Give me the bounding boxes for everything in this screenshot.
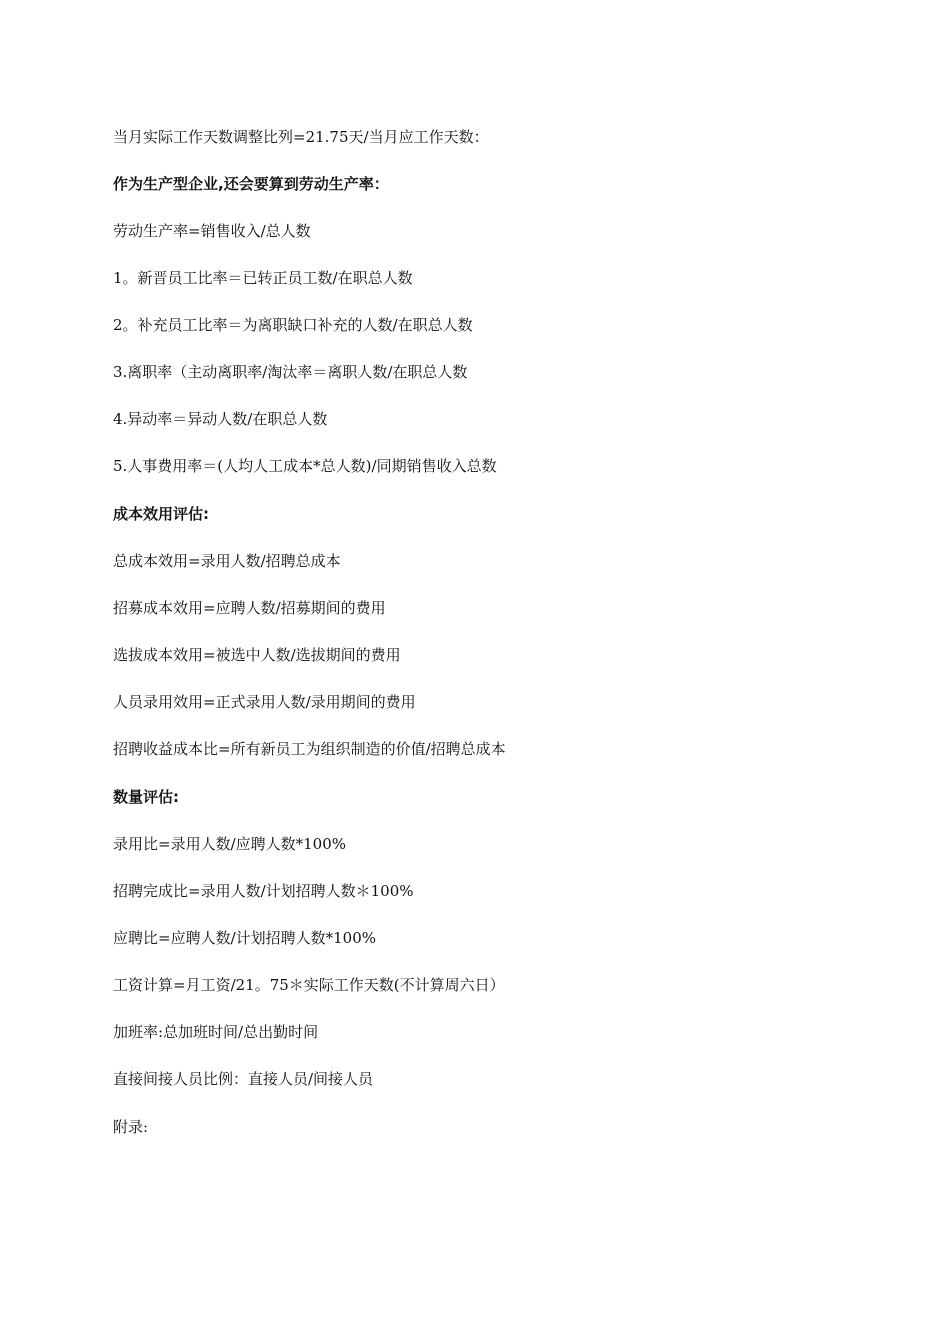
text-line-hiring-effectiveness: 人员录用效用=正式录用人数/录用期间的费用 <box>113 693 416 711</box>
text-line-recruiting-cost-effectiveness: 招募成本效用=应聘人数/招募期间的费用 <box>113 599 386 617</box>
text-line-turnover-rate: 3.离职率（主动离职率/淘汰率＝离职人数/在职总人数 <box>113 363 468 381</box>
text-line-overtime-rate: 加班率:总加班时间/总出勤时间 <box>113 1023 319 1041</box>
text-line-hr-cost-rate: 5.人事费用率＝(人均人工成本*总人数)/同期销售收入总数 <box>113 457 497 475</box>
text-line-replacement-ratio: 2。补充员工比率＝为离职缺口补充的人数/在职总人数 <box>113 316 473 334</box>
heading-productivity: 作为生产型企业,还会要算到劳动生产率： <box>113 175 389 193</box>
text-line-new-employee-ratio: 1。新晋员工比率＝已转正员工数/在职总人数 <box>113 269 413 287</box>
text-line-recruit-completion-ratio: 招聘完成比=录用人数/计划招聘人数＊100% <box>113 882 414 900</box>
text-line-recruiting-roi: 招聘收益成本比=所有新员工为组织制造的价值/招聘总成本 <box>113 740 506 758</box>
text-line-direct-indirect-ratio: 直接间接人员比例：直接人员/间接人员 <box>113 1070 374 1088</box>
text-line-salary-calculation: 工资计算=月工资/21。75＊实际工作天数(不计算周六日） <box>113 976 505 994</box>
text-line-total-cost-effectiveness: 总成本效用=录用人数/招聘总成本 <box>113 552 341 570</box>
text-line-labor-productivity: 劳动生产率=销售收入/总人数 <box>113 222 311 240</box>
heading-cost-effectiveness: 成本效用评估: <box>113 505 209 523</box>
text-line-appendix: 附录: <box>113 1118 149 1136</box>
heading-quantity-evaluation: 数量评估: <box>113 788 179 806</box>
text-line-transfer-rate: 4.异动率＝异动人数/在职总人数 <box>113 410 328 428</box>
text-line-hire-ratio: 录用比=录用人数/应聘人数*100% <box>113 835 347 853</box>
text-line-applicant-ratio: 应聘比=应聘人数/计划招聘人数*100% <box>113 929 377 947</box>
text-line-selection-cost-effectiveness: 选拔成本效用=被选中人数/选拔期间的费用 <box>113 646 401 664</box>
text-line-workday-ratio: 当月实际工作天数调整比列=21.75天/当月应工作天数： <box>113 128 489 146</box>
